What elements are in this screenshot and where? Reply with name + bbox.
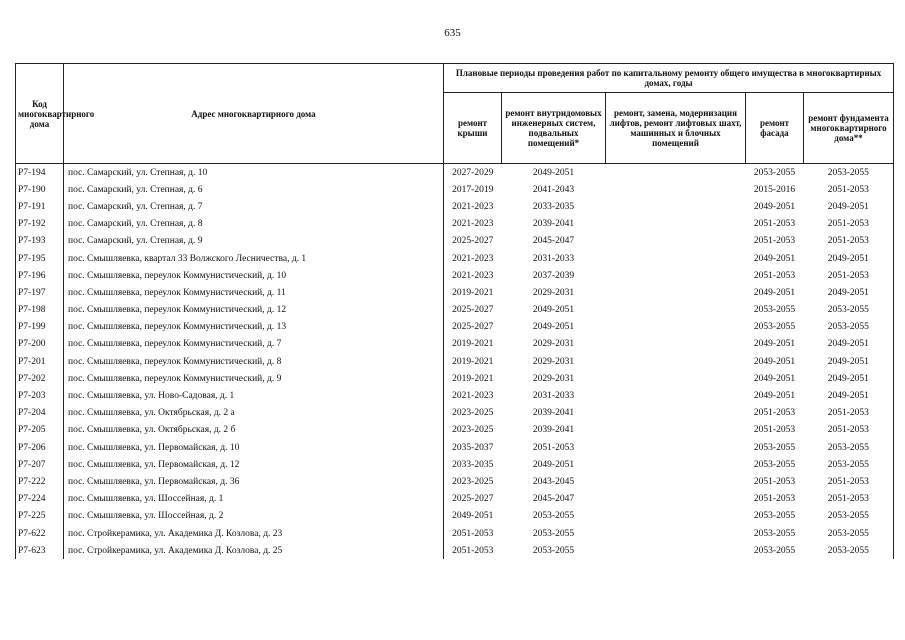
cell-facade: 2051-2053 xyxy=(753,408,796,419)
cell-roof: 2021-2023 xyxy=(452,201,494,212)
cell-elevators xyxy=(606,370,746,387)
cell-roof: 2025-2027 xyxy=(452,322,494,333)
cell-engineering: 2031-2033 xyxy=(532,391,575,402)
table-row xyxy=(16,387,894,404)
cell-roof: 2019-2021 xyxy=(452,373,494,384)
cell-roof: 2049-2051 xyxy=(452,511,494,522)
cell-address: пос. Самарский, ул. Степная, д. 7 xyxy=(64,198,444,215)
cell-code: Р7-196 xyxy=(16,267,64,284)
cell-roof: 2019-2021 xyxy=(452,339,494,350)
table-row xyxy=(16,164,894,182)
cell-code: Р7-203 xyxy=(16,387,64,404)
cell-code: Р7-198 xyxy=(16,302,64,319)
cell-address: пос. Смышляевка, ул. Октябрьская, д. 2 а xyxy=(64,405,444,422)
cell-address: пос. Смышляевка, переулок Коммунистический, д. 13 xyxy=(64,319,444,336)
cell-code: Р7-224 xyxy=(16,491,64,508)
cell-engineering: 2053-2055 xyxy=(532,511,575,522)
cell-engineering: 2039-2041 xyxy=(532,219,575,230)
cell-roof: 2035-2037 xyxy=(452,442,494,453)
cell-facade: 2049-2051 xyxy=(753,356,796,367)
table-row xyxy=(16,319,894,336)
cell-roof: 2027-2029 xyxy=(452,167,494,178)
cell-elevators xyxy=(606,491,746,508)
cell-address: пос. Стройкерамика, ул. Академика Д. Козлова, д. 25 xyxy=(64,542,444,559)
cell-address: пос. Смышляевка, переулок Коммунистический, д. 7 xyxy=(64,336,444,353)
cell-address: пос. Стройкерамика, ул. Академика Д. Козлова, д. 23 xyxy=(64,525,444,542)
cell-code: Р7-205 xyxy=(16,422,64,439)
cell-roof: 2023-2025 xyxy=(452,476,494,487)
cell-foundation: 2053-2055 xyxy=(804,164,894,182)
cell-foundation: 2051-2053 xyxy=(804,267,894,284)
cell-code: Р7-207 xyxy=(16,456,64,473)
table-row xyxy=(16,267,894,284)
cell-foundation: 2049-2051 xyxy=(804,370,894,387)
cell-elevators xyxy=(606,302,746,319)
cell-elevators xyxy=(606,233,746,250)
table-row xyxy=(16,181,894,198)
table-row xyxy=(16,439,894,456)
table-row xyxy=(16,233,894,250)
cell-code: Р7-202 xyxy=(16,370,64,387)
capital-repair-table xyxy=(15,63,894,559)
cell-elevators xyxy=(606,525,746,542)
page-number: 635 xyxy=(444,27,461,39)
cell-elevators xyxy=(606,439,746,456)
cell-facade: 2053-2055 xyxy=(753,459,796,470)
cell-engineering: 2049-2051 xyxy=(532,305,575,316)
table-row xyxy=(16,336,894,353)
header-periods-group: Плановые периоды проведения работ по капитальному ремонту общего имущества в многоквартирных домах, годы xyxy=(444,64,894,93)
cell-foundation: 2049-2051 xyxy=(804,336,894,353)
cell-engineering: 2043-2045 xyxy=(532,476,575,487)
cell-roof: 2025-2027 xyxy=(452,305,494,316)
cell-roof: 2025-2027 xyxy=(452,236,494,247)
cell-roof: 2021-2023 xyxy=(452,219,494,230)
cell-address: пос. Смышляевка, переулок Коммунистический, д. 11 xyxy=(64,284,444,301)
cell-address: пос. Смышляевка, ул. Первомайская, д. 36 xyxy=(64,473,444,490)
cell-code: Р7-623 xyxy=(16,542,64,559)
table-row xyxy=(16,456,894,473)
cell-code: Р7-195 xyxy=(16,250,64,267)
cell-elevators xyxy=(606,216,746,233)
cell-roof: 2051-2053 xyxy=(452,528,494,539)
cell-address: пос. Смышляевка, переулок Коммунистический, д. 10 xyxy=(64,267,444,284)
cell-foundation: 2051-2053 xyxy=(804,181,894,198)
cell-foundation: 2051-2053 xyxy=(804,422,894,439)
cell-address: пос. Смышляевка, переулок Коммунистический, д. 12 xyxy=(64,302,444,319)
header-foundation: ремонт фундамента многоквартирного дома** xyxy=(804,93,894,164)
cell-foundation: 2053-2055 xyxy=(804,302,894,319)
cell-address: пос. Самарский, ул. Степная, д. 10 xyxy=(64,164,444,182)
cell-elevators xyxy=(606,508,746,525)
table-row xyxy=(16,370,894,387)
cell-code: Р7-206 xyxy=(16,439,64,456)
cell-elevators xyxy=(606,164,746,182)
cell-facade: 2051-2053 xyxy=(753,219,796,230)
cell-foundation: 2053-2055 xyxy=(804,456,894,473)
table-row xyxy=(16,525,894,542)
cell-foundation: 2049-2051 xyxy=(804,198,894,215)
cell-code: Р7-193 xyxy=(16,233,64,250)
cell-engineering: 2039-2041 xyxy=(532,408,575,419)
cell-elevators xyxy=(606,267,746,284)
cell-roof: 2033-2035 xyxy=(452,459,494,470)
cell-roof: 2021-2023 xyxy=(452,391,494,402)
cell-elevators xyxy=(606,319,746,336)
cell-elevators xyxy=(606,422,746,439)
cell-code: Р7-222 xyxy=(16,473,64,490)
cell-facade: 2049-2051 xyxy=(753,253,796,264)
cell-foundation: 2051-2053 xyxy=(804,473,894,490)
cell-code: Р7-200 xyxy=(16,336,64,353)
cell-facade: 2053-2055 xyxy=(753,305,796,316)
cell-facade: 2049-2051 xyxy=(753,339,796,350)
cell-facade: 2053-2055 xyxy=(753,528,796,539)
cell-address: пос. Смышляевка, ул. Ново-Садовая, д. 1 xyxy=(64,387,444,404)
cell-foundation: 2053-2055 xyxy=(804,542,894,559)
cell-facade: 2051-2053 xyxy=(753,476,796,487)
cell-elevators xyxy=(606,473,746,490)
cell-elevators xyxy=(606,456,746,473)
cell-engineering: 2029-2031 xyxy=(532,356,575,367)
cell-facade: 2053-2055 xyxy=(753,167,796,178)
cell-engineering: 2039-2041 xyxy=(532,425,575,436)
table-row xyxy=(16,284,894,301)
cell-engineering: 2049-2051 xyxy=(532,167,575,178)
cell-address: пос. Смышляевка, переулок Коммунистический, д. 9 xyxy=(64,370,444,387)
cell-foundation: 2049-2051 xyxy=(804,284,894,301)
table-row xyxy=(16,542,894,559)
cell-elevators xyxy=(606,387,746,404)
cell-facade: 2051-2053 xyxy=(753,270,796,281)
cell-address: пос. Смышляевка, ул. Октябрьская, д. 2 б xyxy=(64,422,444,439)
table-row xyxy=(16,473,894,490)
cell-roof: 2023-2025 xyxy=(452,408,494,419)
cell-foundation: 2051-2053 xyxy=(804,216,894,233)
cell-engineering: 2037-2039 xyxy=(532,270,575,281)
header-roof: ремонт крыши xyxy=(444,93,502,164)
cell-elevators xyxy=(606,250,746,267)
cell-elevators xyxy=(606,542,746,559)
cell-elevators xyxy=(606,198,746,215)
cell-engineering: 2053-2055 xyxy=(532,528,575,539)
cell-elevators xyxy=(606,181,746,198)
table-row xyxy=(16,302,894,319)
cell-engineering: 2051-2053 xyxy=(532,442,575,453)
cell-engineering: 2049-2051 xyxy=(532,459,575,470)
cell-roof: 2023-2025 xyxy=(452,425,494,436)
cell-address: пос. Самарский, ул. Степная, д. 8 xyxy=(64,216,444,233)
cell-code: Р7-192 xyxy=(16,216,64,233)
cell-engineering: 2033-2035 xyxy=(532,201,575,212)
cell-code: Р7-204 xyxy=(16,405,64,422)
header-code: Код многоквартирного дома xyxy=(16,64,64,164)
cell-foundation: 2053-2055 xyxy=(804,508,894,525)
cell-engineering: 2029-2031 xyxy=(532,373,575,384)
cell-code: Р7-225 xyxy=(16,508,64,525)
cell-facade: 2049-2051 xyxy=(753,391,796,402)
cell-code: Р7-191 xyxy=(16,198,64,215)
header-facade: ремонт фасада xyxy=(746,93,804,164)
table-row xyxy=(16,250,894,267)
cell-elevators xyxy=(606,353,746,370)
cell-code: Р7-199 xyxy=(16,319,64,336)
cell-engineering: 2031-2033 xyxy=(532,253,575,264)
cell-address: пос. Смышляевка, ул. Шоссейная, д. 2 xyxy=(64,508,444,525)
cell-engineering: 2045-2047 xyxy=(532,236,575,247)
cell-engineering: 2049-2051 xyxy=(532,322,575,333)
cell-address: пос. Самарский, ул. Степная, д. 9 xyxy=(64,233,444,250)
cell-roof: 2025-2027 xyxy=(452,494,494,505)
cell-code: Р7-190 xyxy=(16,181,64,198)
header-engineering: ремонт внутридомовых инженерных систем, подвальных помещений* xyxy=(502,93,606,164)
cell-foundation: 2049-2051 xyxy=(804,250,894,267)
cell-roof: 2019-2021 xyxy=(452,356,494,367)
table-row xyxy=(16,491,894,508)
cell-facade: 2051-2053 xyxy=(753,425,796,436)
cell-facade: 2049-2051 xyxy=(753,287,796,298)
cell-engineering: 2029-2031 xyxy=(532,339,575,350)
cell-foundation: 2049-2051 xyxy=(804,387,894,404)
cell-engineering: 2041-2043 xyxy=(532,184,575,195)
cell-address: пос. Смышляевка, ул. Шоссейная, д. 1 xyxy=(64,491,444,508)
cell-foundation: 2049-2051 xyxy=(804,353,894,370)
cell-address: пос. Смышляевка, квартал 33 Волжского Лесничества, д. 1 xyxy=(64,250,444,267)
cell-roof: 2017-2019 xyxy=(452,184,494,195)
cell-facade: 2053-2055 xyxy=(753,442,796,453)
cell-elevators xyxy=(606,405,746,422)
table-body xyxy=(16,164,894,560)
cell-engineering: 2045-2047 xyxy=(532,494,575,505)
table-row xyxy=(16,422,894,439)
cell-roof: 2021-2023 xyxy=(452,270,494,281)
cell-address: пос. Смышляевка, ул. Первомайская, д. 12 xyxy=(64,456,444,473)
table-row xyxy=(16,353,894,370)
cell-roof: 2021-2023 xyxy=(452,253,494,264)
cell-address: пос. Самарский, ул. Степная, д. 6 xyxy=(64,181,444,198)
cell-code: Р7-194 xyxy=(16,164,64,182)
cell-engineering: 2029-2031 xyxy=(532,287,575,298)
cell-foundation: 2053-2055 xyxy=(804,525,894,542)
cell-code: Р7-197 xyxy=(16,284,64,301)
cell-foundation: 2051-2053 xyxy=(804,405,894,422)
cell-facade: 2053-2055 xyxy=(753,322,796,333)
cell-foundation: 2051-2053 xyxy=(804,491,894,508)
cell-foundation: 2051-2053 xyxy=(804,233,894,250)
table-row xyxy=(16,198,894,215)
cell-engineering: 2053-2055 xyxy=(532,545,575,556)
cell-address: пос. Смышляевка, переулок Коммунистический, д. 8 xyxy=(64,353,444,370)
cell-roof: 2019-2021 xyxy=(452,287,494,298)
cell-facade: 2015-2016 xyxy=(753,184,796,195)
table-row xyxy=(16,508,894,525)
cell-code: Р7-201 xyxy=(16,353,64,370)
table-row xyxy=(16,405,894,422)
cell-facade: 2049-2051 xyxy=(753,201,796,212)
table-row xyxy=(16,216,894,233)
header-address: Адрес многоквартирного дома xyxy=(64,64,444,164)
cell-facade: 2051-2053 xyxy=(753,494,796,505)
cell-address: пос. Смышляевка, ул. Первомайская, д. 10 xyxy=(64,439,444,456)
cell-elevators xyxy=(606,336,746,353)
cell-facade: 2051-2053 xyxy=(753,236,796,247)
cell-facade: 2053-2055 xyxy=(753,511,796,522)
cell-elevators xyxy=(606,284,746,301)
cell-facade: 2049-2051 xyxy=(753,373,796,384)
cell-facade: 2053-2055 xyxy=(753,545,796,556)
cell-foundation: 2053-2055 xyxy=(804,439,894,456)
cell-code: Р7-622 xyxy=(16,525,64,542)
cell-foundation: 2053-2055 xyxy=(804,319,894,336)
cell-roof: 2051-2053 xyxy=(452,545,494,556)
header-elevators: ремонт, замена, модернизация лифтов, ремонт лифтовых шахт, машинных и блочных помещений xyxy=(606,93,746,164)
